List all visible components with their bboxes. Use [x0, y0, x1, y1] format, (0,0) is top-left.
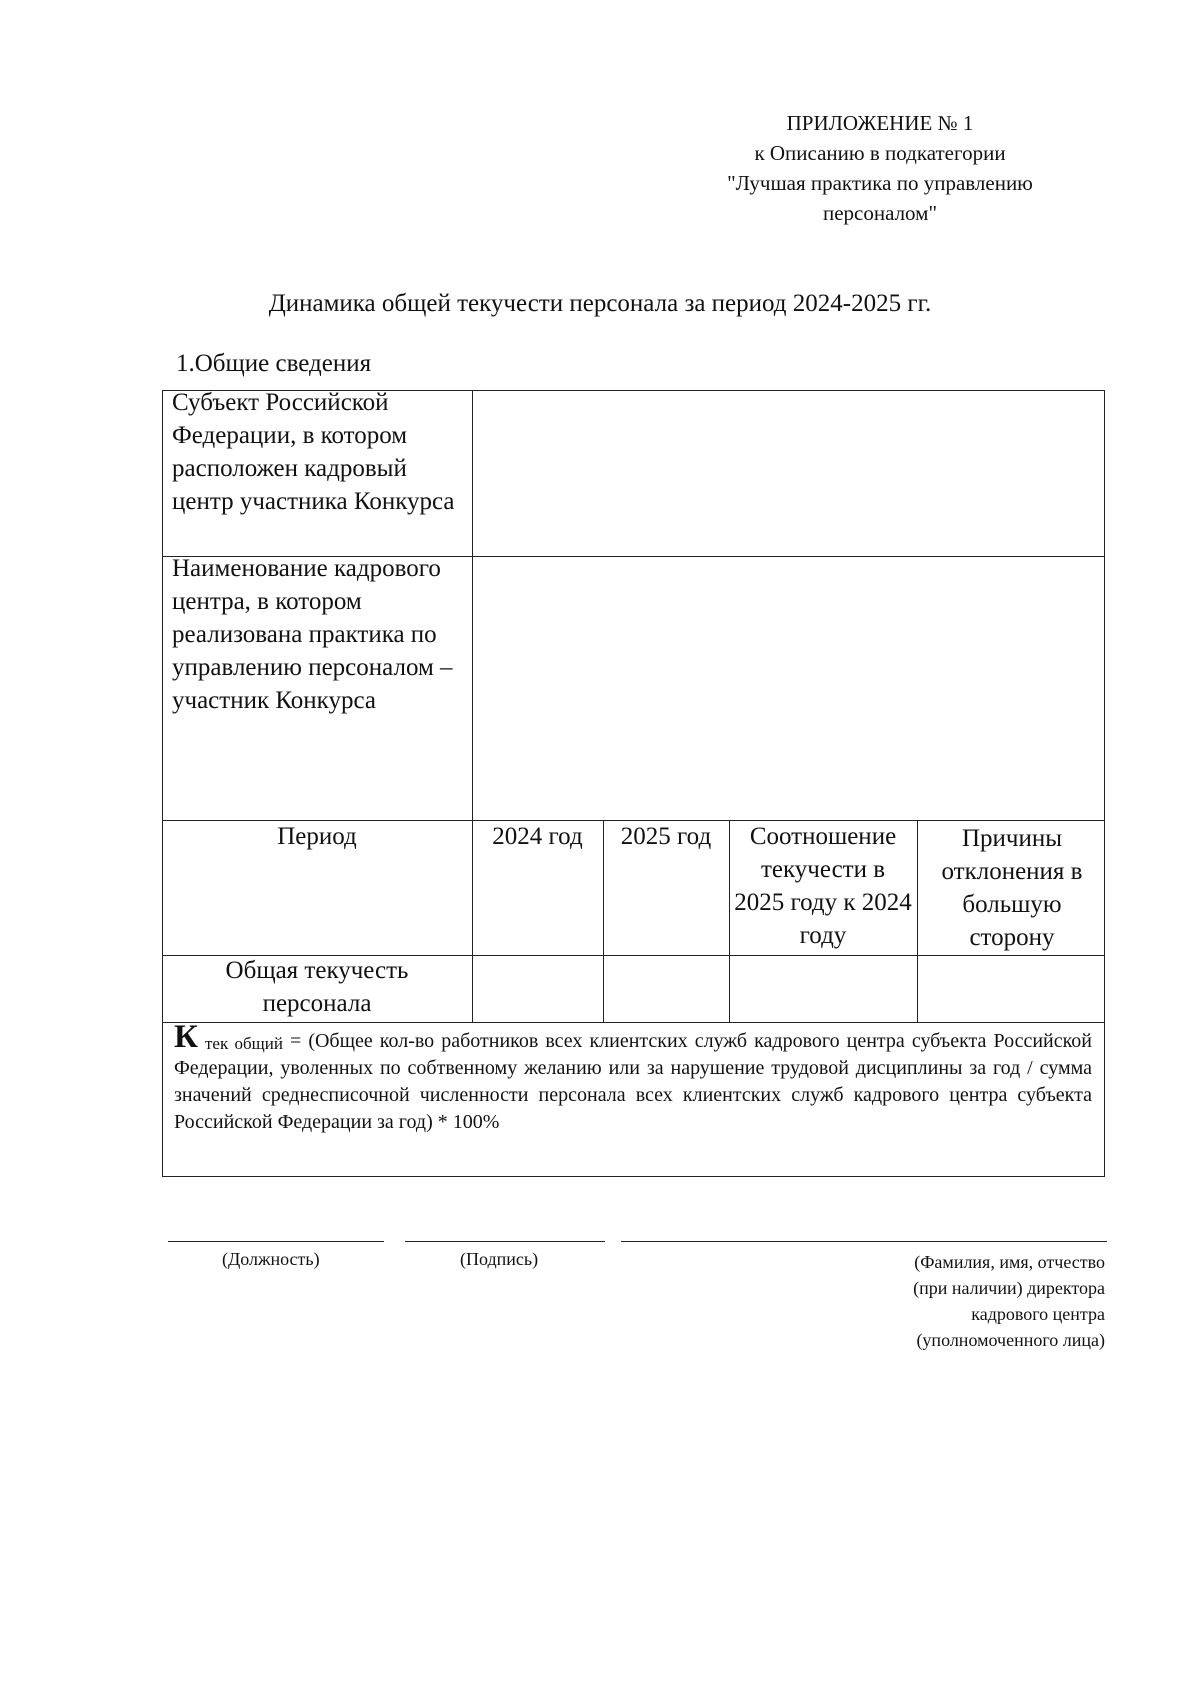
name-label-line: кадрового центра: [971, 1304, 1105, 1324]
table-divider: [472, 390, 473, 1022]
appendix-line: "Лучшая практика по управлению: [727, 171, 1033, 195]
table-divider: [162, 1022, 1105, 1023]
document-title: Динамика общей текучести персонала за период 2024-2025 гг.: [268, 290, 932, 317]
table-divider: [729, 820, 730, 1022]
header-2024: 2024 год: [492, 823, 583, 850]
info-label-region: Субъект Российской Федерации, в котором расположен кадровый центр участника Конкурса: [172, 389, 455, 515]
appendix-header: [690, 108, 1070, 228]
signature-label: (Подпись): [460, 1249, 539, 1269]
header-ratio: Соотношение текучести в 2025 году к 2024 году: [734, 823, 912, 949]
section-title: 1.Общие сведения: [176, 350, 372, 377]
name-label-line: (при наличии) директора: [913, 1278, 1105, 1298]
table-divider: [917, 820, 918, 1022]
signature-line-position: [168, 1241, 384, 1242]
header-2025: 2025 год: [620, 823, 712, 850]
formula-subscript: тек общий: [204, 1034, 283, 1053]
signature-line-name: [621, 1241, 1107, 1242]
formula-body: = (Общее кол-во работников всех клиентских служб кадрового центра субъекта Российской Федерации, уволенных по собтвенному желанию или за нарушение трудовой дисциплины за год / сумма значений среднесписочной численности персонала всех клиентских служб кадрового центра субъекта Российской Федерации за год) * 100%: [174, 1030, 1093, 1133]
appendix-line: к Описанию в подкатегории: [754, 141, 1006, 165]
name-label: [820, 1249, 1105, 1353]
position-label: (Должность): [222, 1249, 320, 1269]
name-label-line: (Фамилия, имя, отчество: [914, 1252, 1105, 1272]
header-period: Период: [277, 823, 357, 850]
formula-text: [174, 1019, 1093, 1136]
appendix-number: ПРИЛОЖЕНИЕ № 1: [786, 111, 974, 135]
header-reasons: Причины отклонения в большую сторону: [941, 825, 1083, 951]
row-label-turnover: Общая текучесть персонала: [225, 957, 409, 1017]
name-label-line: (уполномоченного лица): [916, 1330, 1105, 1350]
info-label-center: Наименование кадрового центра, в котором реализована практика по управлению персоналом – участник Конкурса: [172, 555, 453, 714]
appendix-line: персоналом": [822, 201, 938, 225]
signature-line-sign: [405, 1241, 605, 1242]
formula-k: К: [174, 1019, 198, 1055]
